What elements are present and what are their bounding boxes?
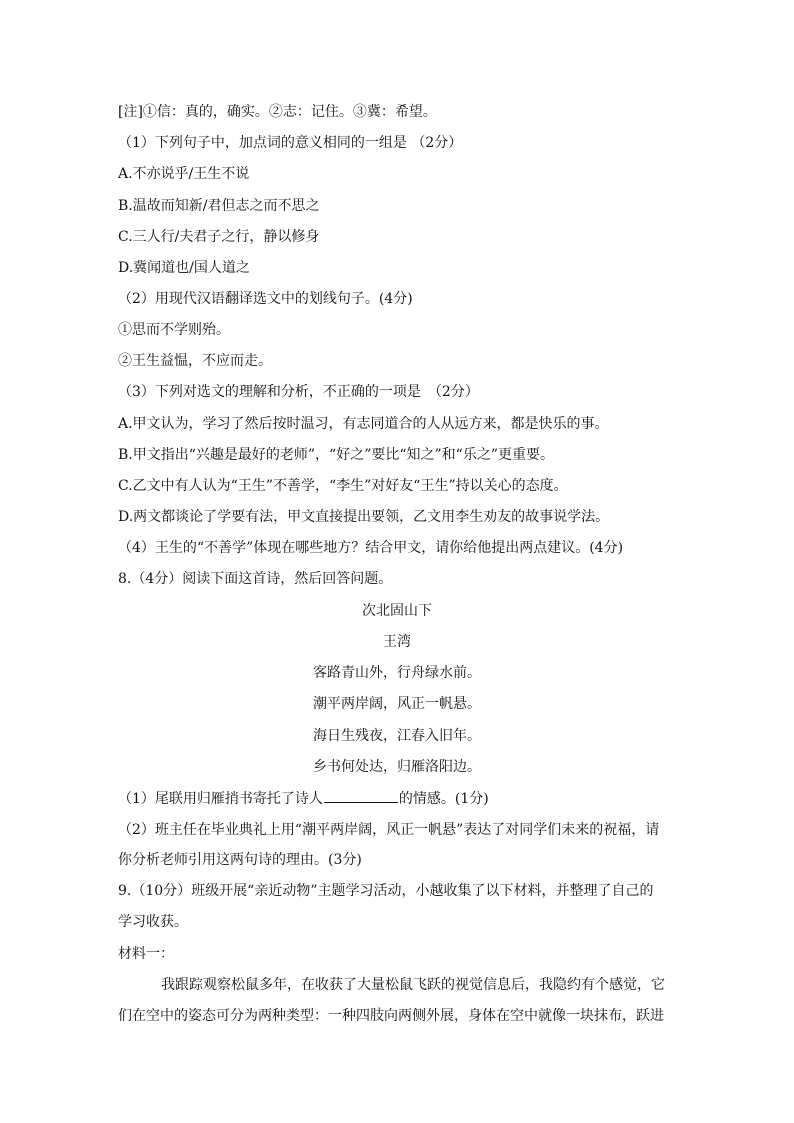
q7-part2-item-1: ①思而不学则殆。	[118, 322, 230, 338]
material-1-label: 材料一：	[118, 946, 174, 962]
q7-part2-item-2: ②王生益愠，不应而走。	[118, 353, 272, 369]
poem-author: 王湾	[383, 634, 411, 650]
q7-part1-option-b: B.温故而知新/君但志之而不思之	[118, 198, 320, 214]
q8-part1-before: （1）尾联用归雁捎书寄托了诗人	[118, 791, 323, 807]
q7-part3-option-a: A.甲文认为，学习了然后按时温习，有志同道合的人从远方来，都是快乐的事。	[118, 416, 609, 432]
q9-stem-line-1: 9.（10分）班级开展“亲近动物”主题学习活动，小越收集了以下材料，并整理了自己的	[118, 883, 654, 899]
q7-part1-option-a: A.不亦说乎/王生不说	[118, 166, 250, 182]
answer-blank	[324, 788, 398, 803]
q8-part2-line-2: 你分析老师引用这两句诗的理由。(3分)	[118, 852, 362, 868]
poem-line-1: 客路青山外，行舟绿水前。	[313, 665, 481, 681]
q7-part3-stem: （3）下列对选文的理解和分析，不正确的一项是 （2分）	[118, 384, 479, 400]
q7-part1-option-d: D.冀闻道也/国人道之	[118, 260, 250, 276]
poem-line-2: 潮平两岸阔，风正一帆悬。	[313, 696, 481, 712]
poem-line-3: 海日生残夜，江春入旧年。	[313, 728, 481, 744]
q7-part3-option-b: B.甲文指出“兴趣是最好的老师”，“好之”要比“知之”和“乐之”更重要。	[118, 447, 554, 463]
q8-part1-after: 的情感。(1分)	[398, 791, 489, 807]
q7-part2-stem: （2）用现代汉语翻译选文中的划线句子。(4分)	[118, 291, 413, 307]
q8-stem: 8.（4分）阅读下面这首诗，然后回答问题。	[118, 571, 393, 587]
q7-part4: （4）王生的“不善学”体现在哪些地方？结合甲文，请你给他提出两点建议。(4分)	[118, 540, 624, 556]
annotation-note: [注]①信：真的，确实。②志：记住。③冀：希望。	[118, 104, 437, 120]
poem-line-4: 乡书何处达，归雁洛阳边。	[313, 759, 481, 775]
q8-part2-line-1: （2）班主任在毕业典礼上用“潮平两岸阔，风正一帆悬”表达了对同学们未来的祝福，请	[118, 822, 660, 838]
q7-part3-option-c: C.乙文中有人认为“王生”不善学，“李生”对好友“王生”持以关心的态度。	[118, 478, 568, 494]
poem-title: 次北固山下	[362, 603, 432, 619]
q7-part1-option-c: C.三人行/夫君子之行，静以修身	[118, 229, 320, 245]
q9-stem-line-2: 学习收获。	[118, 914, 188, 930]
q8-part1	[118, 788, 489, 809]
material-1-para-line-1: 我跟踪观察松鼠多年，在收获了大量松鼠飞跃的视觉信息后，我隐约有个感觉，它	[161, 977, 665, 993]
q7-part3-option-d: D.两文都谈论了学要有法，甲文直接提出要领，乙文用李生劝友的故事说学法。	[118, 509, 610, 525]
q7-part1-stem: （1）下列句子中，加点词的意义相同的一组是 （2分）	[118, 135, 463, 151]
material-1-para-line-2: 们在空中的姿态可分为两种类型：一种四肢向两侧外展，身体在空中就像一块抹布，跃进	[118, 1008, 664, 1024]
